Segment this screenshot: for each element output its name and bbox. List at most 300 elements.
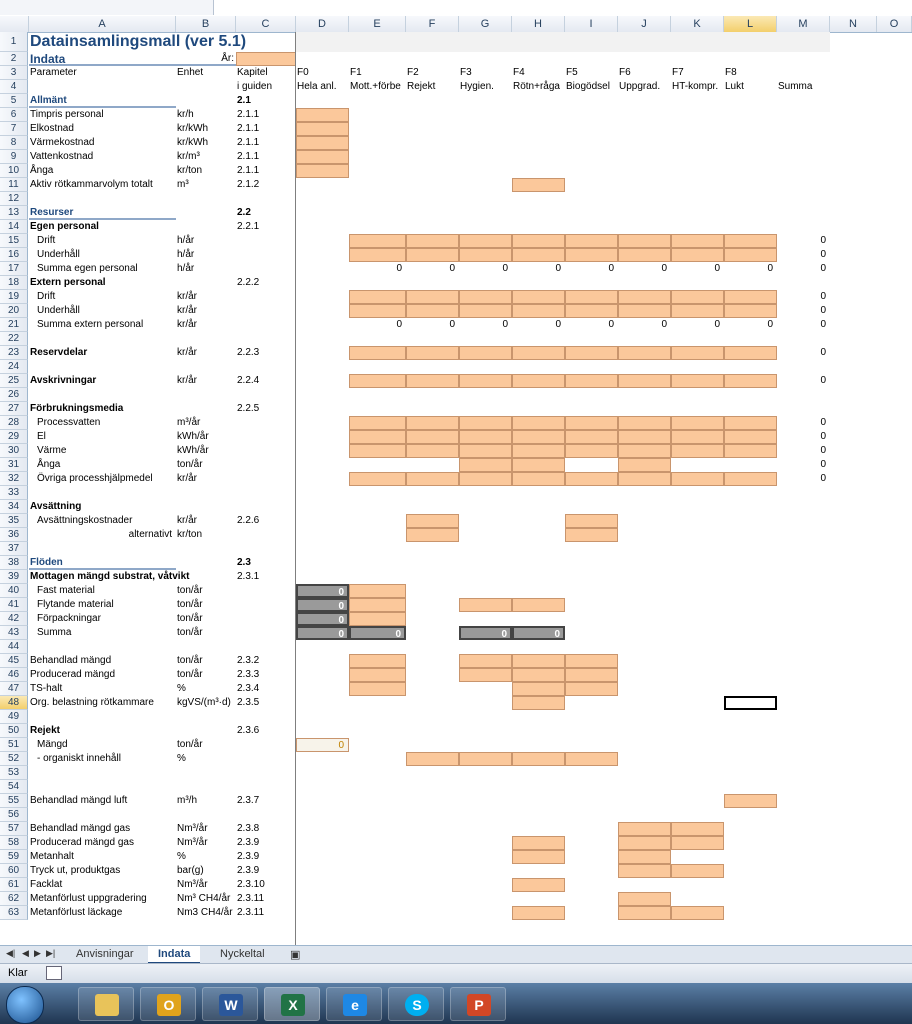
cell-a-14[interactable]: Egen personal bbox=[30, 221, 99, 232]
cell-c-50[interactable]: 2.3.6 bbox=[237, 725, 260, 736]
cell-a-15[interactable]: Drift bbox=[37, 235, 56, 246]
cell-f-28[interactable] bbox=[406, 416, 459, 430]
row-header[interactable]: 52 bbox=[0, 752, 28, 766]
cell-a-21[interactable]: Summa extern personal bbox=[37, 319, 144, 330]
cell-a-11[interactable]: Aktiv rötkammarvolym totalt bbox=[30, 179, 153, 190]
cell-j-60[interactable] bbox=[618, 864, 671, 878]
cell-b-52[interactable]: % bbox=[177, 753, 186, 764]
row-header[interactable]: 7 bbox=[0, 122, 28, 136]
cell-f-29[interactable] bbox=[406, 430, 459, 444]
cell-j-15[interactable] bbox=[618, 234, 671, 248]
cell-a-43[interactable]: Summa bbox=[37, 627, 72, 638]
section-heading[interactable]: Indata bbox=[29, 52, 236, 66]
insert-sheet-icon[interactable]: ▣ bbox=[290, 949, 301, 961]
cell-d-51[interactable]: 0 bbox=[296, 738, 349, 752]
cell-g-21[interactable]: 0 bbox=[502, 319, 508, 330]
cell-k-57[interactable] bbox=[671, 822, 724, 836]
cell-a-61[interactable]: Facklat bbox=[30, 879, 63, 890]
cell-e-46[interactable] bbox=[349, 668, 406, 682]
row-header[interactable]: 3 bbox=[0, 66, 28, 80]
cell-a-31[interactable]: Ånga bbox=[37, 459, 61, 470]
row-header[interactable]: 55 bbox=[0, 794, 28, 808]
cell-e-4[interactable]: Mott.+förbe bbox=[350, 81, 401, 92]
cell-j-63[interactable] bbox=[618, 906, 671, 920]
row-header[interactable]: 25 bbox=[0, 374, 28, 388]
row-header[interactable]: 32 bbox=[0, 472, 28, 486]
cell-b-48[interactable]: kgVS/(m³·d) bbox=[177, 697, 231, 708]
cell-b-11[interactable]: m³ bbox=[177, 179, 189, 190]
cell-f-21[interactable]: 0 bbox=[449, 319, 455, 330]
cell-l-21[interactable]: 0 bbox=[767, 319, 773, 330]
cell-k-25[interactable] bbox=[671, 374, 724, 388]
column-header-m[interactable]: M bbox=[777, 16, 830, 32]
cell-b-63[interactable]: Nm3 CH4/år bbox=[177, 907, 233, 918]
cell-f-36[interactable] bbox=[406, 528, 459, 542]
cell-l-15[interactable] bbox=[724, 234, 777, 248]
cell-b-58[interactable]: Nm³/år bbox=[177, 837, 208, 848]
cell-c-5[interactable]: 2.1 bbox=[237, 95, 251, 106]
cell-h-47[interactable] bbox=[512, 682, 565, 696]
cell-d-41[interactable]: 0 bbox=[296, 598, 349, 612]
cell-a-6[interactable]: Timpris personal bbox=[30, 109, 104, 120]
cell-a-62[interactable]: Metanförlust uppgradering bbox=[30, 893, 147, 904]
cell-j-32[interactable] bbox=[618, 472, 671, 486]
cell-b-51[interactable]: ton/år bbox=[177, 739, 203, 750]
row-header[interactable]: 8 bbox=[0, 136, 28, 150]
cell-m-29[interactable]: 0 bbox=[820, 431, 826, 442]
cell-e-20[interactable] bbox=[349, 304, 406, 318]
cell-h-25[interactable] bbox=[512, 374, 565, 388]
cell-f-52[interactable] bbox=[406, 752, 459, 766]
cell-c-25[interactable]: 2.2.4 bbox=[237, 375, 260, 386]
cell-a-18[interactable]: Extern personal bbox=[30, 277, 106, 288]
row-header[interactable]: 5 bbox=[0, 94, 28, 108]
column-header-g[interactable]: G bbox=[459, 16, 512, 32]
cell-f-20[interactable] bbox=[406, 304, 459, 318]
cell-m-19[interactable]: 0 bbox=[820, 291, 826, 302]
cell-h-63[interactable] bbox=[512, 906, 565, 920]
cell-m-20[interactable]: 0 bbox=[820, 305, 826, 316]
cell-i-21[interactable]: 0 bbox=[608, 319, 614, 330]
row-header[interactable]: 26 bbox=[0, 388, 28, 402]
cell-h-28[interactable] bbox=[512, 416, 565, 430]
row-header[interactable]: 43 bbox=[0, 626, 28, 640]
cell-l-30[interactable] bbox=[724, 444, 777, 458]
cell-c-60[interactable]: 2.3.9 bbox=[237, 865, 260, 876]
cell-b-46[interactable]: ton/år bbox=[177, 669, 203, 680]
cell-e-29[interactable] bbox=[349, 430, 406, 444]
cell-a-19[interactable]: Drift bbox=[37, 291, 56, 302]
cell-e-32[interactable] bbox=[349, 472, 406, 486]
column-header-k[interactable]: K bbox=[671, 16, 724, 32]
cell-i-35[interactable] bbox=[565, 514, 618, 528]
cell-h-58[interactable] bbox=[512, 836, 565, 850]
cell-b-55[interactable]: m³/h bbox=[177, 795, 197, 806]
cell-c-57[interactable]: 2.3.8 bbox=[237, 823, 260, 834]
cell-a-57[interactable]: Behandlad mängd gas bbox=[30, 823, 131, 834]
cell-m-28[interactable]: 0 bbox=[820, 417, 826, 428]
cell-a-51[interactable]: Mängd bbox=[37, 739, 68, 750]
cell-b-32[interactable]: kr/år bbox=[177, 473, 197, 484]
cell-c-3[interactable]: Kapitel bbox=[237, 67, 268, 78]
cell-e-15[interactable] bbox=[349, 234, 406, 248]
cell-b-43[interactable]: ton/år bbox=[177, 627, 203, 638]
cell-d-3[interactable]: F0 bbox=[297, 67, 309, 78]
row-header[interactable]: 28 bbox=[0, 416, 28, 430]
column-header-i[interactable]: I bbox=[565, 16, 618, 32]
cell-a-28[interactable]: Processvatten bbox=[37, 417, 101, 428]
cell-g-43[interactable]: 0 bbox=[459, 626, 512, 640]
cell-b-28[interactable]: m³/år bbox=[177, 417, 201, 428]
cell-j-16[interactable] bbox=[618, 248, 671, 262]
cell-h-11[interactable] bbox=[512, 178, 565, 192]
cell-l-20[interactable] bbox=[724, 304, 777, 318]
cell-k-60[interactable] bbox=[671, 864, 724, 878]
cell-d-40[interactable]: 0 bbox=[296, 584, 349, 598]
row-header[interactable]: 14 bbox=[0, 220, 28, 234]
cell-g-15[interactable] bbox=[459, 234, 512, 248]
cell-j-31[interactable] bbox=[618, 458, 671, 472]
row-header[interactable]: 33 bbox=[0, 486, 28, 500]
cell-f-16[interactable] bbox=[406, 248, 459, 262]
cell-i-4[interactable]: Biogödsel bbox=[566, 81, 610, 92]
cell-b-42[interactable]: ton/år bbox=[177, 613, 203, 624]
cell-g-25[interactable] bbox=[459, 374, 512, 388]
cell-k-20[interactable] bbox=[671, 304, 724, 318]
cell-j-30[interactable] bbox=[618, 444, 671, 458]
cell-g-32[interactable] bbox=[459, 472, 512, 486]
row-header[interactable]: 30 bbox=[0, 444, 28, 458]
cell-c-63[interactable]: 2.3.11 bbox=[237, 907, 265, 918]
cell-h-32[interactable] bbox=[512, 472, 565, 486]
cell-k-30[interactable] bbox=[671, 444, 724, 458]
cell-c-27[interactable]: 2.2.5 bbox=[237, 403, 260, 414]
cell-h-19[interactable] bbox=[512, 290, 565, 304]
cell-g-20[interactable] bbox=[459, 304, 512, 318]
cell-l-29[interactable] bbox=[724, 430, 777, 444]
cell-a-58[interactable]: Producerad mängd gas bbox=[30, 837, 134, 848]
row-header[interactable]: 61 bbox=[0, 878, 28, 892]
row-header[interactable]: 15 bbox=[0, 234, 28, 248]
row-header[interactable]: 22 bbox=[0, 332, 28, 346]
cell-h-30[interactable] bbox=[512, 444, 565, 458]
macro-record-icon[interactable] bbox=[46, 966, 62, 980]
word-icon[interactable]: W bbox=[202, 987, 258, 1021]
cell-j-4[interactable]: Uppgrad. bbox=[619, 81, 661, 92]
cell-a-9[interactable]: Vattenkostnad bbox=[30, 151, 94, 162]
cell-c-39[interactable]: 2.3.1 bbox=[237, 571, 260, 582]
cell-a-45[interactable]: Behandlad mängd bbox=[30, 655, 112, 666]
cell-k-21[interactable]: 0 bbox=[714, 319, 720, 330]
cell-c-11[interactable]: 2.1.2 bbox=[237, 179, 260, 190]
excel-icon[interactable]: X bbox=[264, 987, 320, 1021]
cell-m-32[interactable]: 0 bbox=[820, 473, 826, 484]
cell-f-32[interactable] bbox=[406, 472, 459, 486]
last-sheet-icon[interactable]: ▶| bbox=[46, 948, 56, 958]
cell-h-29[interactable] bbox=[512, 430, 565, 444]
cell-g-4[interactable]: Hygien. bbox=[460, 81, 494, 92]
row-header[interactable]: 23 bbox=[0, 346, 28, 360]
cell-i-45[interactable] bbox=[565, 654, 618, 668]
sheet-tab-indata[interactable]: Indata bbox=[148, 946, 200, 964]
cell-c-14[interactable]: 2.2.1 bbox=[237, 221, 260, 232]
cell-e-19[interactable] bbox=[349, 290, 406, 304]
cell-b-35[interactable]: kr/år bbox=[177, 515, 197, 526]
row-header[interactable]: 6 bbox=[0, 108, 28, 122]
cell-i-15[interactable] bbox=[565, 234, 618, 248]
row-header[interactable]: 39 bbox=[0, 570, 28, 584]
cell-a-63[interactable]: Metanförlust läckage bbox=[30, 907, 123, 918]
cell-h-21[interactable]: 0 bbox=[555, 319, 561, 330]
cell-b-20[interactable]: kr/år bbox=[177, 305, 197, 316]
cell-b-62[interactable]: Nm³ CH4/år bbox=[177, 893, 231, 904]
cell-f-30[interactable] bbox=[406, 444, 459, 458]
cell-e-3[interactable]: F1 bbox=[350, 67, 362, 78]
cell-a-30[interactable]: Värme bbox=[37, 445, 67, 456]
column-header-h[interactable]: H bbox=[512, 16, 565, 32]
cell-l-16[interactable] bbox=[724, 248, 777, 262]
cell-a-39[interactable]: Mottagen mängd substrat, våtvikt bbox=[30, 571, 190, 582]
ie-icon[interactable]: e bbox=[326, 987, 382, 1021]
cell-a-60[interactable]: Tryck ut, produktgas bbox=[30, 865, 121, 876]
select-all-corner[interactable] bbox=[0, 16, 29, 32]
cell-h-46[interactable] bbox=[512, 668, 565, 682]
cell-j-62[interactable] bbox=[618, 892, 671, 906]
row-header[interactable]: 59 bbox=[0, 850, 28, 864]
cell-a-52[interactable]: - organiskt innehåll bbox=[37, 753, 121, 764]
row-header[interactable]: 21 bbox=[0, 318, 28, 332]
row-header[interactable]: 17 bbox=[0, 262, 28, 276]
cell-l-3[interactable]: F8 bbox=[725, 67, 737, 78]
cell-i-25[interactable] bbox=[565, 374, 618, 388]
cell-d-8[interactable] bbox=[296, 136, 349, 150]
cell-a-10[interactable]: Ånga bbox=[30, 165, 54, 176]
cell-b-40[interactable]: ton/år bbox=[177, 585, 203, 596]
cell-a-40[interactable]: Fast material bbox=[37, 585, 95, 596]
cell-b-10[interactable]: kr/ton bbox=[177, 165, 203, 176]
cell-h-52[interactable] bbox=[512, 752, 565, 766]
cell-e-47[interactable] bbox=[349, 682, 406, 696]
row-header[interactable]: 29 bbox=[0, 430, 28, 444]
cell-c-58[interactable]: 2.3.9 bbox=[237, 837, 260, 848]
cell-l-32[interactable] bbox=[724, 472, 777, 486]
row-header[interactable]: 51 bbox=[0, 738, 28, 752]
column-header-e[interactable]: E bbox=[349, 16, 406, 32]
row-header[interactable]: 2 bbox=[0, 52, 28, 66]
row-header[interactable]: 40 bbox=[0, 584, 28, 598]
cell-j-58[interactable] bbox=[618, 836, 671, 850]
cell-j-25[interactable] bbox=[618, 374, 671, 388]
cell-i-46[interactable] bbox=[565, 668, 618, 682]
cell-b-21[interactable]: kr/år bbox=[177, 319, 197, 330]
cell-g-19[interactable] bbox=[459, 290, 512, 304]
first-sheet-icon[interactable]: ◀| bbox=[6, 948, 16, 958]
cell-i-23[interactable] bbox=[565, 346, 618, 360]
row-header[interactable]: 31 bbox=[0, 458, 28, 472]
cell-b-8[interactable]: kr/kWh bbox=[177, 137, 209, 148]
cell-g-28[interactable] bbox=[459, 416, 512, 430]
cell-l-28[interactable] bbox=[724, 416, 777, 430]
cell-i-32[interactable] bbox=[565, 472, 618, 486]
cell-e-21[interactable]: 0 bbox=[396, 319, 402, 330]
cell-l-19[interactable] bbox=[724, 290, 777, 304]
cell-h-23[interactable] bbox=[512, 346, 565, 360]
cell-a-16[interactable]: Underhåll bbox=[37, 249, 80, 260]
cell-h-4[interactable]: Rötn+råga bbox=[513, 81, 560, 92]
cell-c-46[interactable]: 2.3.3 bbox=[237, 669, 260, 680]
cell-m-30[interactable]: 0 bbox=[820, 445, 826, 456]
cell-b-61[interactable]: Nm³/år bbox=[177, 879, 208, 890]
column-header-d[interactable]: D bbox=[296, 16, 349, 32]
explorer-icon[interactable] bbox=[78, 987, 134, 1021]
powerpoint-icon[interactable]: P bbox=[450, 987, 506, 1021]
cell-g-16[interactable] bbox=[459, 248, 512, 262]
cell-k-28[interactable] bbox=[671, 416, 724, 430]
row-header[interactable]: 16 bbox=[0, 248, 28, 262]
cell-g-3[interactable]: F3 bbox=[460, 67, 472, 78]
cell-b-41[interactable]: ton/år bbox=[177, 599, 203, 610]
row-header[interactable]: 38 bbox=[0, 556, 28, 570]
cell-i-28[interactable] bbox=[565, 416, 618, 430]
row-header[interactable]: 50 bbox=[0, 724, 28, 738]
cell-f-4[interactable]: Rejekt bbox=[407, 81, 436, 92]
cell-e-40[interactable] bbox=[349, 584, 406, 598]
cell-c-45[interactable]: 2.3.2 bbox=[237, 655, 260, 666]
cell-b-6[interactable]: kr/h bbox=[177, 109, 194, 120]
row-header[interactable]: 49 bbox=[0, 710, 28, 724]
cell-a-42[interactable]: Förpackningar bbox=[37, 613, 101, 624]
column-header-o[interactable]: O bbox=[877, 16, 912, 32]
cell-a-59[interactable]: Metanhalt bbox=[30, 851, 74, 862]
row-header[interactable]: 4 bbox=[0, 80, 28, 94]
name-box[interactable] bbox=[0, 0, 214, 15]
cell-a-25[interactable]: Avskrivningar bbox=[30, 375, 97, 386]
cell-c-62[interactable]: 2.3.11 bbox=[237, 893, 265, 904]
cell-b-3[interactable]: Enhet bbox=[177, 67, 204, 78]
column-header-l[interactable]: L bbox=[724, 16, 777, 32]
cell-c-6[interactable]: 2.1.1 bbox=[237, 109, 260, 120]
cell-m-21[interactable]: 0 bbox=[820, 319, 826, 330]
cell-l-17[interactable]: 0 bbox=[767, 263, 773, 274]
cell-g-52[interactable] bbox=[459, 752, 512, 766]
row-header[interactable]: 60 bbox=[0, 864, 28, 878]
cell-c-61[interactable]: 2.3.10 bbox=[237, 879, 265, 890]
cell-k-19[interactable] bbox=[671, 290, 724, 304]
row-header[interactable]: 58 bbox=[0, 836, 28, 850]
cell-j-19[interactable] bbox=[618, 290, 671, 304]
cell-b-15[interactable]: h/år bbox=[177, 235, 195, 246]
cell-b-25[interactable]: kr/år bbox=[177, 375, 197, 386]
row-header[interactable]: 19 bbox=[0, 290, 28, 304]
cell-b-23[interactable]: kr/år bbox=[177, 347, 197, 358]
row-header[interactable]: 9 bbox=[0, 150, 28, 164]
cell-c-7[interactable]: 2.1.1 bbox=[237, 123, 260, 134]
cell-c-4[interactable]: i guiden bbox=[237, 81, 273, 92]
cell-k-16[interactable] bbox=[671, 248, 724, 262]
cell-c-9[interactable]: 2.1.1 bbox=[237, 151, 260, 162]
cell-c-47[interactable]: 2.3.4 bbox=[237, 683, 260, 694]
year-input[interactable] bbox=[236, 52, 296, 66]
cell-a-47[interactable]: TS-halt bbox=[30, 683, 63, 694]
cell-e-45[interactable] bbox=[349, 654, 406, 668]
row-header[interactable]: 12 bbox=[0, 192, 28, 206]
row-header[interactable]: 53 bbox=[0, 766, 28, 780]
cell-j-28[interactable] bbox=[618, 416, 671, 430]
cell-g-41[interactable] bbox=[459, 598, 512, 612]
cell-b-59[interactable]: % bbox=[177, 851, 186, 862]
cell-j-29[interactable] bbox=[618, 430, 671, 444]
cell-j-17[interactable]: 0 bbox=[661, 263, 667, 274]
cell-k-32[interactable] bbox=[671, 472, 724, 486]
cell-l-23[interactable] bbox=[724, 346, 777, 360]
cell-h-31[interactable] bbox=[512, 458, 565, 472]
cell-h-61[interactable] bbox=[512, 878, 565, 892]
cell-b-31[interactable]: ton/år bbox=[177, 459, 203, 470]
row-header[interactable]: 63 bbox=[0, 906, 28, 920]
row-header[interactable]: 48 bbox=[0, 696, 28, 710]
cell-a-20[interactable]: Underhåll bbox=[37, 305, 80, 316]
cell-b-60[interactable]: bar(g) bbox=[177, 865, 204, 876]
cell-a-23[interactable]: Reservdelar bbox=[30, 347, 88, 358]
row-header[interactable]: 46 bbox=[0, 668, 28, 682]
row-header[interactable]: 56 bbox=[0, 808, 28, 822]
row-header[interactable]: 27 bbox=[0, 402, 28, 416]
cell-j-3[interactable]: F6 bbox=[619, 67, 631, 78]
cell-a-50[interactable]: Rejekt bbox=[30, 725, 61, 736]
cell-m-23[interactable]: 0 bbox=[820, 347, 826, 358]
column-header-a[interactable]: A bbox=[29, 16, 176, 32]
cell-h-20[interactable] bbox=[512, 304, 565, 318]
cell-g-17[interactable]: 0 bbox=[502, 263, 508, 274]
row-header[interactable]: 34 bbox=[0, 500, 28, 514]
row-header[interactable]: 41 bbox=[0, 598, 28, 612]
row-header[interactable]: 36 bbox=[0, 528, 28, 542]
row-header[interactable]: 42 bbox=[0, 612, 28, 626]
cell-b-45[interactable]: ton/år bbox=[177, 655, 203, 666]
cell-f-15[interactable] bbox=[406, 234, 459, 248]
cell-g-46[interactable] bbox=[459, 668, 512, 682]
cell-c-35[interactable]: 2.2.6 bbox=[237, 515, 260, 526]
cell-h-43[interactable]: 0 bbox=[512, 626, 565, 640]
cell-c-55[interactable]: 2.3.7 bbox=[237, 795, 260, 806]
cell-i-52[interactable] bbox=[565, 752, 618, 766]
cell-g-23[interactable] bbox=[459, 346, 512, 360]
sheet-tab-nyckeltal[interactable]: Nyckeltal bbox=[220, 948, 265, 960]
cell-a-41[interactable]: Flytande material bbox=[37, 599, 114, 610]
cell-e-17[interactable]: 0 bbox=[396, 263, 402, 274]
row-header[interactable]: 13 bbox=[0, 206, 28, 220]
cell-a-34[interactable]: Avsättning bbox=[30, 501, 82, 512]
cell-a-29[interactable]: El bbox=[37, 431, 46, 442]
cell-j-57[interactable] bbox=[618, 822, 671, 836]
cell-b-17[interactable]: h/år bbox=[177, 263, 195, 274]
cell-e-42[interactable] bbox=[349, 612, 406, 626]
cell-e-23[interactable] bbox=[349, 346, 406, 360]
cell-f-25[interactable] bbox=[406, 374, 459, 388]
cell-m-25[interactable]: 0 bbox=[820, 375, 826, 386]
cell-i-47[interactable] bbox=[565, 682, 618, 696]
row-header[interactable]: 54 bbox=[0, 780, 28, 794]
cell-b-19[interactable]: kr/år bbox=[177, 291, 197, 302]
sheet-title[interactable]: Datainsamlingsmall (ver 5.1) bbox=[30, 33, 247, 50]
cell-d-42[interactable]: 0 bbox=[296, 612, 349, 626]
cell-k-17[interactable]: 0 bbox=[714, 263, 720, 274]
cell-h-15[interactable] bbox=[512, 234, 565, 248]
cell-i-3[interactable]: F5 bbox=[566, 67, 578, 78]
cell-j-23[interactable] bbox=[618, 346, 671, 360]
cell-l-25[interactable] bbox=[724, 374, 777, 388]
cell-a-3[interactable]: Parameter bbox=[30, 67, 77, 78]
